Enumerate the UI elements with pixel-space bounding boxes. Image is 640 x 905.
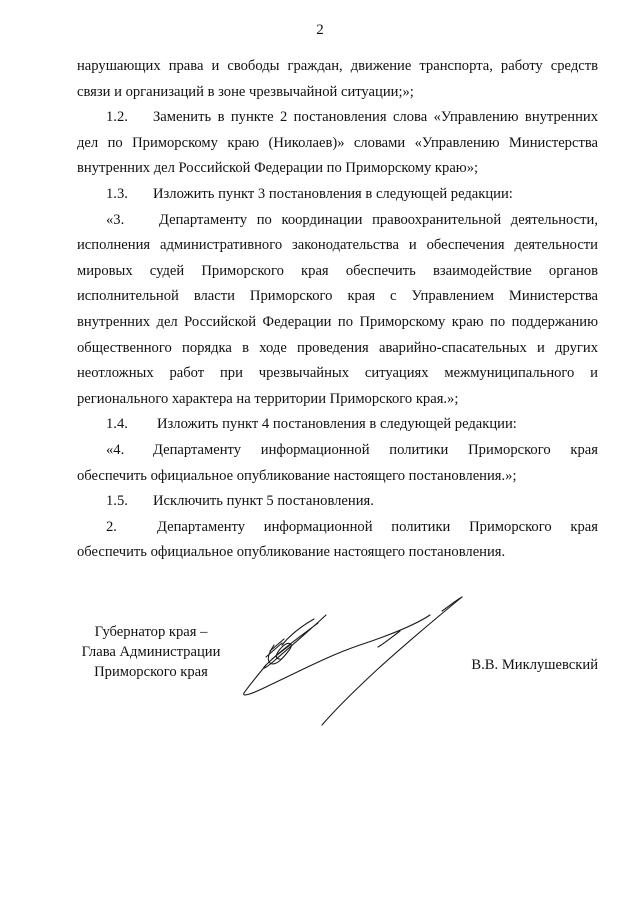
signatory-name: В.В. Миклушевский bbox=[471, 657, 598, 673]
item-number: 1.2. bbox=[106, 109, 128, 126]
item-text: Изложить пункт 3 постановления в следующей редакции: bbox=[153, 185, 513, 202]
item-text: Изложить пункт 4 постановления в следующей редакции: bbox=[157, 416, 517, 433]
item-number: 1.5. bbox=[106, 493, 128, 510]
item-number: 1.3. bbox=[106, 185, 128, 202]
page-number: 2 bbox=[316, 22, 324, 38]
item-text: Заменить в пункте 2 постановления слова «Управлению внутренних дел по Приморскому краю (Николаев)» словами «Управлению Министерства внутренних дел Российской Федерации по Приморскому краю»; bbox=[77, 109, 598, 177]
signatory-title-line: Глава Администрации bbox=[81, 644, 221, 660]
item-number: «3. bbox=[106, 211, 125, 228]
item-text: Департаменту по координации правоохранительной деятельности, исполнения административного законодательства и обеспечения деятельности мировых судей Приморского края обеспечить взаимодействие органов исполнительной власти Приморского края с Управлением Министерства внутренних дел Российской Федерации по Приморскому краю по поддержанию общественного порядка в ходе проведения аварийно-спасательных и других неотложных работ при чрезвычайных ситуациях межмуниципального и регионального характера на территории Приморского края.»; bbox=[77, 211, 598, 407]
signatory-title-line: Приморского края bbox=[94, 664, 208, 680]
item-number: 1.4. bbox=[106, 416, 128, 433]
paragraph-continuation: нарушающих права и свободы граждан, движение транспорта, работу средств связи и организаций в зоне чрезвычайной ситуации;»; bbox=[77, 58, 598, 100]
signatory-title bbox=[78, 622, 224, 682]
item-number: «4. bbox=[106, 441, 125, 458]
item-text: Департаменту информационной политики Приморского края обеспечить официальное опубликование настоящего постановления.»; bbox=[77, 441, 598, 484]
item-text: Департаменту информационной политики Приморского края обеспечить официальное опубликование настоящего постановления. bbox=[77, 518, 598, 561]
handwritten-signature bbox=[230, 585, 470, 735]
item-number: 2. bbox=[106, 518, 117, 535]
signatory-title-line: Губернатор края – bbox=[94, 624, 208, 640]
item-text: Исключить пункт 5 постановления. bbox=[153, 493, 374, 510]
